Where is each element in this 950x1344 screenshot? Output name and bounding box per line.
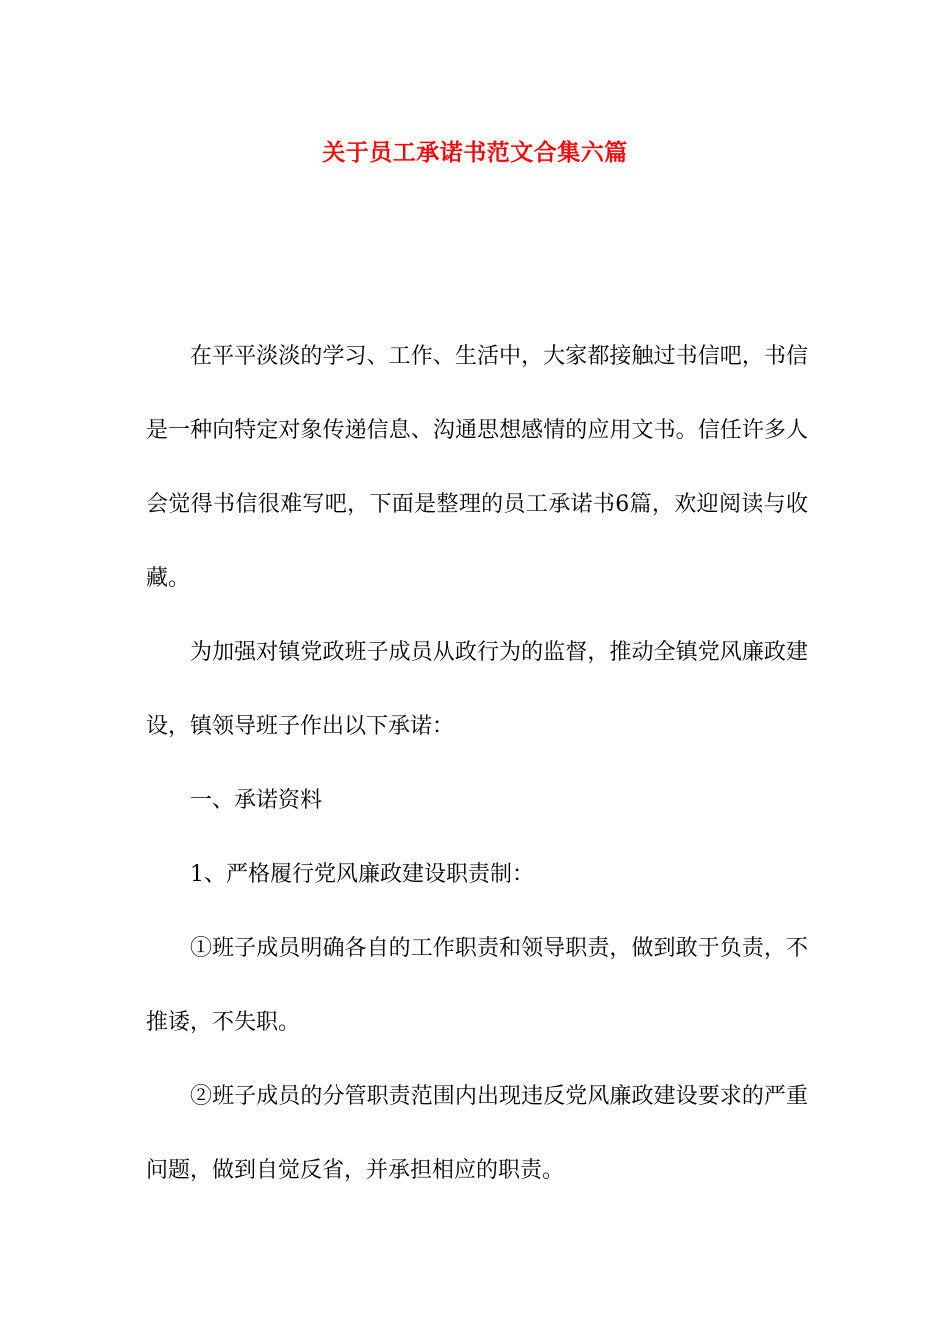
item-point-2: ②班子成员的分管职责范围内出现违反党风廉政建设要求的严重问题，做到自觉反省，并承担相应的职责。 <box>146 1084 808 1183</box>
section-heading: 一、承诺资料 <box>190 788 323 813</box>
item-point-1: ①班子成员明确各自的工作职责和领导职责，做到敢于负责，不推诿，不失职。 <box>146 936 808 1035</box>
item-heading: 1、严格履行党风廉政建设职责制： <box>190 862 534 887</box>
document-title: 关于员工承诺书范文合集六篇 <box>322 139 628 166</box>
document-body <box>146 320 808 1208</box>
paragraph-purpose: 为加强对镇党政班子成员从政行为的监督，推动全镇党风廉政建设，镇领导班子作出以下承诺： <box>146 640 808 739</box>
paragraph-intro: 在平平淡淡的学习、工作、生活中，大家都接触过书信吧，书信是一种向特定对象传递信息、沟通思想感情的应用文书。信任许多人会觉得书信很难写吧，下面是整理的员工承诺书6篇，欢迎阅读与收藏。 <box>146 344 808 591</box>
